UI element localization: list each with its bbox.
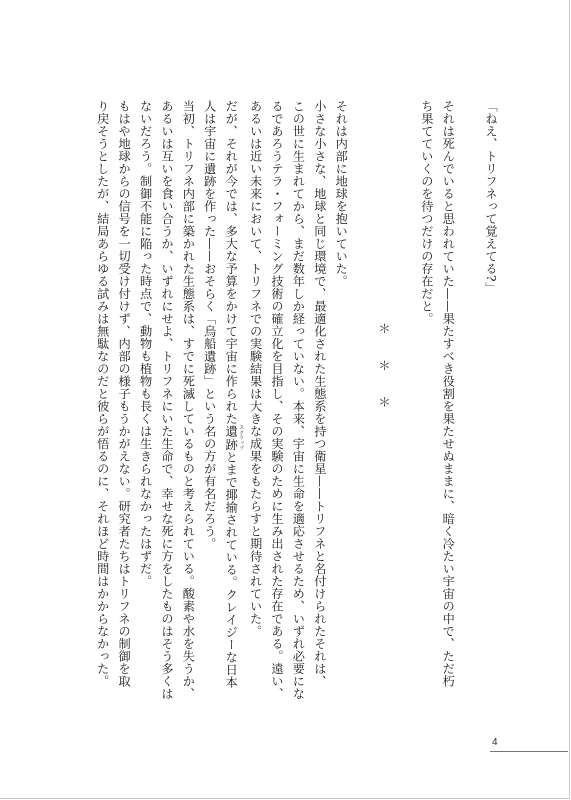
ruby-annotation: 遺跡 スクラップ — [224, 424, 245, 452]
line-6: るであろうテラ・フォーミング技術の確立化を目指し、その実験のために生み出された存在である。遠い、 — [269, 100, 284, 700]
line-13: もはや地球からの信号を一切受け付けず、内部の様子もうかがえない。研究者たちはトリフネの制御を取 — [117, 100, 132, 688]
blank-line — [458, 100, 479, 700]
blank-line — [394, 100, 415, 700]
blank-line — [351, 100, 372, 700]
ruby-text: スクラップ — [238, 424, 245, 452]
line-2: ち果てていくのを待つだけの存在だと。 — [419, 100, 434, 325]
line-10: 当初、トリフネ内部に築かれた生態系は、すでに死滅しているものと考えられている。酸素や水を失うか、 — [181, 100, 196, 700]
line-5: この世に生まれてから、まだ数年しか経っていない。本来、宇宙に生命を適応させるため、いずれ必要にな — [291, 100, 306, 700]
line-dialogue: 「ねえ、トリフネって覚えてる?」 — [484, 100, 498, 295]
line-3: それは内部に地球を抱いていた。 — [334, 100, 349, 288]
page-number-rule — [490, 751, 568, 752]
line-4: 小さな小さな、地球と同じ環境で、最適化された生態系を持つ衛星——トリフネと名付けられたそれは、 — [312, 100, 327, 688]
line-8: だが、それが今では、多大な予算をかけて宇宙に作られた遺跡 スクラップとまで揶揄されている。クレイジーな日本 — [224, 100, 245, 689]
line-11: あるいは互いを食い合うか、いずれにせよ、トリフネにいた生命で、幸せな死に方をしたものはそう多くは — [159, 100, 174, 700]
page-number: 4 — [492, 737, 498, 748]
line-1: それは死んでいると思われていた——果たすべき役割を果たせぬままに、暗く冷たい宇宙の中で、ただ朽 — [441, 100, 456, 688]
line-14: り戻そうとしたが、結局あらゆる試みは無駄なのだと彼らが悟るのに、それほど時間はかからなかった。 — [95, 100, 110, 688]
line-9: 人は宇宙に遺跡を作った——おそらく「烏船遺跡」という名の方が有名だろう。 — [202, 100, 217, 550]
vertical-text-body — [91, 100, 501, 700]
line-7: あるいは近い未来において、トリフネでの実験結果は大きな成果をもたらすと期待されていた。 — [248, 100, 263, 638]
section-break: ＊ ＊ ＊ — [377, 322, 391, 408]
line-12: ないだろう。制御不能に陥った時点で、動物も植物も長くは生きられなかったはずだ。 — [138, 100, 153, 588]
